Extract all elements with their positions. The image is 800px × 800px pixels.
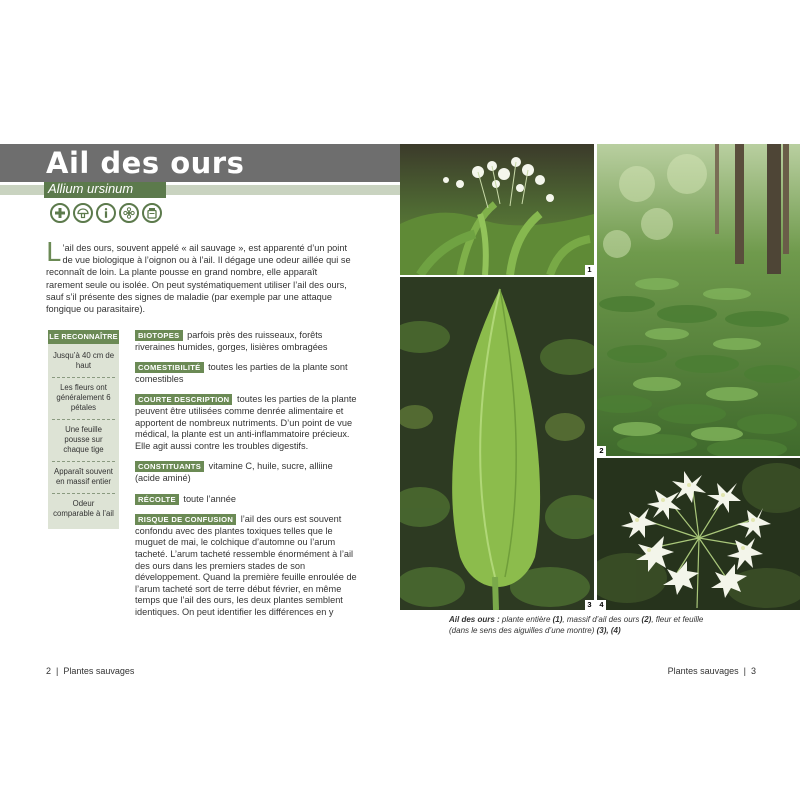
courte-description-text: toutes les parties de la plante peuvent être utilisées comme denrée alimentaire et apportent de nombreux nutriments. D’un point de vue médical, la plante est un anti-inflammatoire précieux. Elle agit aussi contre les troubles digestifs. <box>135 394 357 451</box>
recolte-text: toute l’année <box>183 493 237 504</box>
caption-ref: (3), (4) <box>596 626 621 635</box>
constituants-label: CONSTITUANTS <box>135 461 204 472</box>
jar-icon <box>142 203 162 223</box>
courte-description-block <box>135 394 357 452</box>
courte-description-label: COURTE DESCRIPTION <box>135 394 232 405</box>
photo-caption <box>449 614 711 636</box>
caption-ref: (1) <box>552 615 563 624</box>
folio-separator-left: | <box>56 666 59 676</box>
biotopes-label: BIOTOPES <box>135 330 183 341</box>
caption-part: , fleur et feuille (dans le sens des aiguilles d’une montre) <box>449 615 704 635</box>
intro-paragraph <box>46 238 352 315</box>
photo-flower <box>597 458 800 610</box>
running-title-left: Plantes sauvages <box>63 666 135 676</box>
photo-whole-plant <box>400 144 594 275</box>
intro-text: ’ail des ours, souvent appelé « ail sauvage », est apparenté d’un point de vue biologique à l’oignon ou à l’ail. Il dégage une odeur aillée qui se reconnaît de loin. La plante pousse en grand nombre, elle apparaît rarement seule ou isolée. On peut systématiquement utiliser l’ail des ours, sauf s’il présente des signes de maladie (par exemple par une attaque fongique ou parasitaire). <box>46 243 351 315</box>
folio-separator-right: | <box>743 666 746 676</box>
recognize-box <box>48 330 119 529</box>
biotopes-text: parfois près des ruisseaux, forêts riveraines humides, gorges, lisières ombragées <box>135 330 328 352</box>
folio-left <box>46 666 134 676</box>
photo-number-4: 4 <box>597 600 606 610</box>
recognize-item: Odeur comparable à l’ail <box>53 499 114 518</box>
medical-cross-icon <box>50 203 70 223</box>
recognize-list <box>48 344 119 529</box>
photo-leaf <box>400 277 594 610</box>
recognize-item: Jusqu’à 40 cm de haut <box>52 346 115 378</box>
photo-forest-patch <box>597 144 800 456</box>
running-title-right: Plantes sauvages <box>667 666 739 676</box>
constituants-text: vitamine C, huile, sucre, alliine (acide aminé) <box>135 461 333 483</box>
mushroom-icon <box>73 203 93 223</box>
recolte-block <box>135 494 357 506</box>
recognize-item: Apparaît souvent en massif entier <box>52 462 115 494</box>
recognize-item: Les fleurs ont généralement 6 pétales <box>52 378 115 420</box>
comestibilite-text: toutes les parties de la plante sont comestibles <box>135 362 348 384</box>
caption-ref: (2) <box>641 615 652 624</box>
page-title: Ail des ours <box>46 146 245 180</box>
photo-number-3: 3 <box>585 600 594 610</box>
description-column <box>135 330 357 627</box>
risque-confusion-text: l’ail des ours est souvent confondu avec des plantes toxiques telles que le muguet de mai, le colchique d’automne ou l’arum tacheté. L’arum tacheté ressemble énormément à l’ail des ours dans les premiers stades de son développement. Quand la première feuille enroulée de l’arum tacheté sort de terre début février, en même temps que l’ail des ours, les deux plantes semblent identiques. On peut identifier les différences en y <box>135 514 357 617</box>
page-number-right: 3 <box>750 666 756 676</box>
photo-number-2: 2 <box>597 446 606 456</box>
constituants-block <box>135 461 357 484</box>
risque-confusion-block <box>135 514 357 618</box>
latin-name: Allium ursinum <box>48 181 134 196</box>
caption-bold: Ail des ours : <box>449 615 500 624</box>
usage-icons <box>50 203 162 223</box>
comestibilite-block <box>135 362 357 385</box>
caption-part: plante entière <box>499 615 553 624</box>
recolte-label: RÉCOLTE <box>135 494 179 505</box>
photo-number-1: 1 <box>585 265 594 275</box>
biotopes-block <box>135 330 357 353</box>
page-number-left: 2 <box>46 666 52 676</box>
drop-cap: L <box>46 238 61 268</box>
comestibilite-label: COMESTIBILITÉ <box>135 362 204 373</box>
caption-part: , massif d’ail des ours <box>562 615 642 624</box>
flower-icon <box>119 203 139 223</box>
recognize-header: LE RECONNAÎTRE <box>48 330 119 344</box>
folio-right <box>668 666 756 676</box>
recognize-item: Une feuille pousse sur chaque tige <box>52 420 115 462</box>
info-icon <box>96 203 116 223</box>
risque-confusion-label: RISQUE DE CONFUSION <box>135 514 236 525</box>
